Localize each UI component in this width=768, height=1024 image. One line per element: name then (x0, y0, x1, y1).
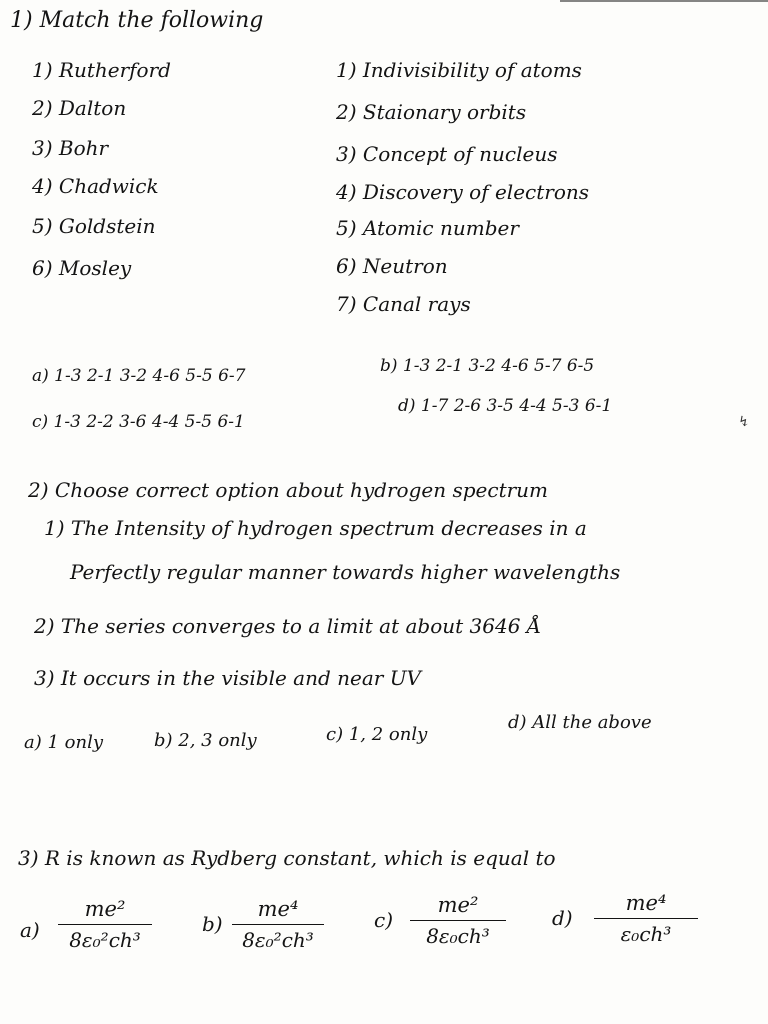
q3-option-d-fraction (594, 890, 698, 947)
q1-left-item-4: 4) Chadwick (32, 174, 159, 198)
q1-right-item-7: 7) Canal rays (336, 292, 471, 316)
fraction-bar (232, 924, 324, 925)
q3-option-b-denominator: 8ε₀²ch³ (242, 928, 314, 952)
q3-option-d-numerator: me⁴ (625, 891, 667, 915)
q1-left-item-6: 6) Mosley (32, 256, 132, 280)
q1-right-item-6: 6) Neutron (336, 254, 448, 278)
q3-option-b-fraction (232, 896, 324, 953)
fraction-bar (410, 920, 506, 921)
q2-statement-2: 2) The series converges to a limit at about 3646 Å (34, 614, 542, 638)
q1-left-item-2: 2) Dalton (32, 96, 127, 120)
q2-option-b: b) 2, 3 only (154, 730, 257, 751)
q3-option-c-label: c) (374, 908, 394, 932)
q1-title: 1) Match the following (10, 8, 264, 33)
q1-left-item-3: 3) Bohr (32, 136, 109, 160)
q1-option-a: a) 1-3 2-1 3-2 4-6 5-5 6-7 (32, 366, 246, 386)
q1-right-item-2: 2) Staionary orbits (336, 100, 527, 124)
q3-option-c-fraction (410, 892, 506, 949)
q2-statement-1-line-2: Perfectly regular manner towards higher wavelengths (70, 560, 621, 584)
q3-option-d-label: d) (552, 906, 573, 930)
q3-option-a-label: a) (20, 918, 40, 942)
q2-option-a: a) 1 only (24, 732, 104, 753)
q1-right-item-1: 1) Indivisibility of atoms (336, 58, 582, 82)
q2-statement-3: 3) It occurs in the visible and near UV (34, 666, 422, 690)
q3-option-d-denominator: ε₀ch³ (620, 922, 672, 946)
fraction-bar (594, 918, 698, 919)
q3-option-b-numerator: me⁴ (257, 897, 299, 921)
q2-statement-1-line-1: 1) The Intensity of hydrogen spectrum decreases in a (44, 516, 587, 540)
q3-option-c-numerator: me² (437, 893, 479, 917)
q1-left-item-5: 5) Goldstein (32, 214, 156, 238)
page-edge-line (560, 0, 768, 2)
q3-option-a-denominator: 8ε₀²ch³ (69, 928, 141, 952)
fraction-bar (58, 924, 152, 925)
q3-option-b-label: b) (202, 912, 223, 936)
q1-left-item-1: 1) Rutherford (32, 58, 171, 82)
q3-title: 3) R is known as Rydberg constant, which is equal to (18, 846, 556, 870)
q1-option-d: d) 1-7 2-6 3-5 4-4 5-3 6-1 (398, 396, 613, 416)
q3-option-a-fraction (58, 896, 152, 953)
q2-option-c: c) 1, 2 only (326, 724, 428, 745)
q2-title: 2) Choose correct option about hydrogen spectrum (28, 478, 549, 502)
q3-option-a-numerator: me² (84, 897, 126, 921)
q1-option-c: c) 1-3 2-2 3-6 4-4 5-5 6-1 (32, 412, 245, 432)
q1-right-item-4: 4) Discovery of electrons (336, 180, 590, 204)
stray-mark: ↯ (738, 414, 750, 430)
q1-right-item-3: 3) Concept of nucleus (336, 142, 558, 166)
q1-right-item-5: 5) Atomic number (336, 216, 519, 240)
q2-option-d: d) All the above (508, 712, 652, 733)
q3-option-c-denominator: 8ε₀ch³ (426, 924, 490, 948)
q1-option-b: b) 1-3 2-1 3-2 4-6 5-7 6-5 (380, 356, 595, 376)
